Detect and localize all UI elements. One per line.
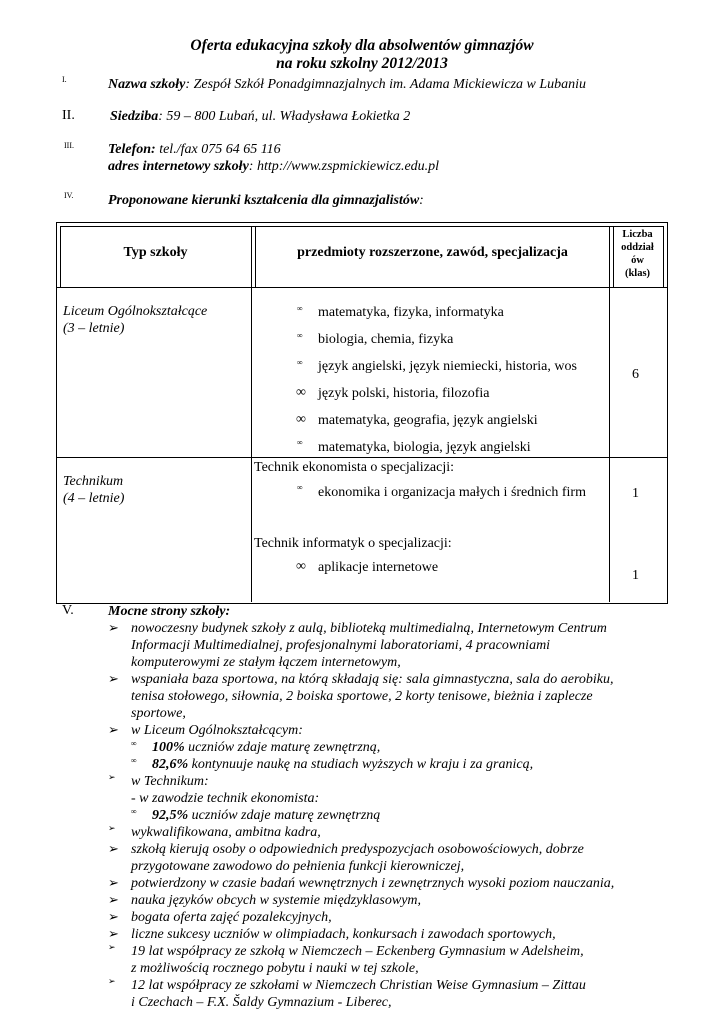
arrow-bullet-icon: ➢	[108, 909, 119, 924]
document-title-line2: na roku szkolny 2012/2013	[276, 55, 448, 72]
arrow-bullet-icon: ➢	[108, 926, 119, 941]
website-value[interactable]: : http://www.zspmickiewicz.edu.pl	[248, 159, 440, 174]
tech-years: (4 – letnie)	[63, 491, 125, 506]
tech-it-count: 1	[632, 568, 639, 583]
arrow-bullet-icon: ➢	[108, 875, 119, 890]
proposed-directions-colon: :	[419, 193, 424, 208]
strength-building: nowoczesny budynek szkoły z aulą, biblioteką multimedialną, Internetowym Centrum Informacji Multimedialnej, profesjonalnymi laboratoriami, 4 pracowniami komputerowymi ze stałym łączem internetowym,	[131, 621, 607, 670]
infinity-bullet-icon: ∞	[131, 756, 137, 765]
school-name-label: Nazwa szkoły	[108, 77, 186, 92]
document-title-line1: Oferta edukacyjna szkoły dla absolwentów gimnazjów	[190, 37, 534, 54]
website-label: adres internetowy szkoły	[108, 159, 249, 174]
small-arrow-bullet-icon: ➢	[108, 823, 116, 833]
section-number-2: II.	[62, 108, 75, 123]
section-number-4: IV.	[64, 191, 74, 200]
strength-languages: nauka języków obcych w systemie międzyklasowym,	[131, 893, 422, 908]
school-phone	[108, 141, 281, 158]
strength-lo: w Liceum Ogólnokształcącym:	[131, 723, 303, 738]
phone-value: tel./fax 075 64 65 116	[155, 142, 281, 157]
tech-economist-title: Technik ekonomista o specjalizacji:	[254, 460, 455, 475]
tech-it-title: Technik informatyk o specjalizacji:	[254, 536, 452, 551]
strength-extracurricular: bogata oferta zajęć pozalekcyjnych,	[131, 910, 332, 925]
strength-technikum-matura: 92,5% uczniów zdaje maturę zewnętrzną	[152, 808, 381, 823]
small-arrow-bullet-icon: ➢	[108, 976, 116, 986]
section-number-1: I.	[62, 75, 67, 84]
class-count-header-l1: Liczba	[622, 229, 653, 240]
strength-lo-matura: 100% uczniów zdaje maturę zewnętrzną,	[152, 740, 381, 755]
infinity-bullet-icon: ∞	[296, 385, 306, 400]
arrow-bullet-icon: ➢	[108, 620, 119, 635]
strength-sports-facilities: wspaniała baza sportowa, na którą składają się: sala gimnastyczna, sala do aerobiku, tenisa stołowego, siłownia, 2 boiska sportowe, 2 korty tenisowe, bieżnia i zaplecze sportowe,	[131, 672, 614, 721]
class-count-header-l4: (klas)	[624, 268, 651, 279]
infinity-bullet-icon: ∞	[297, 438, 303, 447]
strengths-title: Mocne strony szkoły:	[108, 604, 231, 619]
arrow-bullet-icon: ➢	[108, 722, 119, 737]
address-label: Siedziba	[110, 109, 159, 124]
arrow-bullet-icon: ➢	[108, 841, 119, 856]
infinity-bullet-icon: ∞	[296, 559, 306, 574]
class-count-header-l3: ów	[631, 255, 644, 266]
lo-class-count: 6	[632, 367, 639, 382]
infinity-bullet-icon: ∞	[297, 358, 303, 367]
school-name-value: : Zespół Szkół Ponadgimnazjalnych im. Adama Mickiewicza w Lubaniu	[185, 77, 587, 92]
infinity-bullet-icon: ∞	[131, 807, 137, 816]
infinity-bullet-icon: ∞	[297, 304, 303, 313]
strength-successes: liczne sukcesy uczniów w olimpiadach, konkursach i zawodach sportowych,	[131, 927, 556, 942]
lo-years: (3 – letnie)	[63, 321, 125, 336]
address-value: : 59 – 800 Lubań, ul. Władysława Łokietka 2	[158, 109, 411, 124]
infinity-bullet-icon: ∞	[131, 739, 137, 748]
strength-technikum: w Technikum:	[131, 774, 209, 789]
strength-management: szkołą kierują osoby o odpowiednich predyspozycjach osobowościowych, dobrze przygotowane zawodowo do pełnienia funkcji kierowniczej,	[131, 842, 584, 874]
column-header-class-count	[613, 228, 662, 280]
proposed-directions-label: Proponowane kierunki kształcenia dla gimnazjalistów	[108, 193, 420, 208]
strength-technikum-economist: - w zawodzie technik ekonomista:	[131, 791, 320, 806]
strength-staff: wykwalifikowana, ambitna kadra,	[131, 825, 321, 840]
proposed-directions	[108, 192, 424, 209]
small-arrow-bullet-icon: ➢	[108, 942, 116, 952]
school-address	[110, 108, 410, 125]
tech-name: Technikum	[63, 474, 124, 489]
tech-economist-count: 1	[632, 486, 639, 501]
small-arrow-bullet-icon: ➢	[108, 772, 116, 782]
class-count-header-l2: oddział	[621, 242, 654, 253]
section-number-3: III.	[64, 141, 74, 150]
arrow-bullet-icon: ➢	[108, 892, 119, 907]
school-name	[108, 76, 586, 93]
infinity-bullet-icon: ∞	[297, 331, 303, 340]
infinity-bullet-icon: ∞	[296, 412, 306, 427]
section-number-5: V.	[62, 603, 74, 618]
strength-lo-studies: 82,6% kontynuuje naukę na studiach wyższych w kraju i za granicą,	[152, 757, 534, 772]
school-website	[108, 158, 439, 175]
infinity-bullet-icon: ∞	[297, 483, 303, 492]
strength-germany-czech-cooperation: 12 lat współpracy ze szkołami w Niemczech Christian Weise Gymnasium – Zittau i Czechach – F.X. Šaldy Gymnazium - Liberec,	[131, 978, 586, 1010]
column-header-school-type: Typ szkoły	[123, 245, 188, 260]
strength-germany-cooperation: 19 lat współpracy ze szkołą w Niemczech – Eckenberg Gymnasium w Adelsheim, z możliwością rocznego pobytu i nauki w tej szkole,	[131, 944, 584, 976]
column-header-subjects: przedmioty rozszerzone, zawód, specjalizacja	[297, 245, 568, 260]
arrow-bullet-icon: ➢	[108, 671, 119, 686]
strength-teaching-level: potwierdzony w czasie badań wewnętrznych i zewnętrznych wysoki poziom nauczania,	[131, 876, 615, 891]
phone-label: Telefon:	[108, 142, 156, 157]
lo-name: Liceum Ogólnokształcące	[63, 304, 208, 319]
